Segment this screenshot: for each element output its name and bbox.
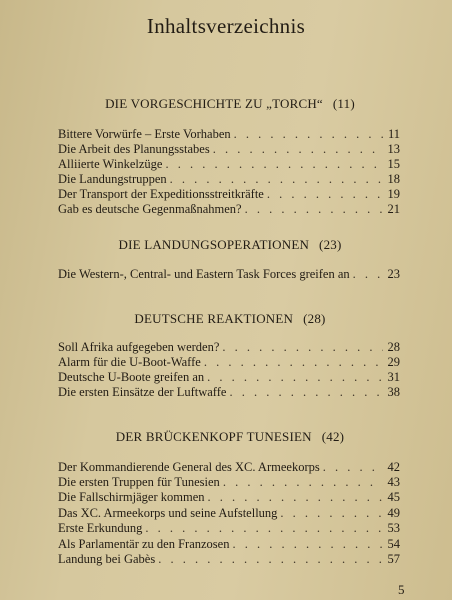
entry-label: Deutsche U-Boote greifen an (58, 370, 205, 384)
entry-label: Alliierte Winkelzüge (58, 157, 163, 171)
entry-page: 45 (387, 490, 400, 504)
toc-entry (58, 552, 400, 567)
dot-leader (353, 267, 383, 282)
toc-entry (58, 475, 400, 490)
dot-leader (234, 127, 383, 142)
toc-entry (58, 490, 400, 505)
entry-page: 49 (387, 506, 400, 520)
page-title: Inhaltsverzeichnis (146, 14, 306, 38)
entry-page: 18 (387, 172, 400, 186)
section-heading-brueckenkopf-tunesien (40, 429, 420, 445)
toc-entry (58, 202, 400, 217)
toc-entry (58, 142, 400, 157)
dot-leader (145, 521, 383, 536)
toc-entry (58, 187, 400, 202)
entry-page: 54 (387, 537, 400, 551)
dot-leader (207, 370, 383, 385)
dot-leader (170, 172, 383, 187)
toc-entry (58, 267, 400, 282)
toc-entry (58, 506, 400, 521)
page-number: 5 (398, 582, 405, 597)
entry-page: 43 (387, 475, 400, 489)
section-heading-vorgeschichte (40, 96, 420, 112)
dot-leader (280, 506, 383, 521)
dot-leader (158, 552, 383, 567)
section-title: DIE VORGESCHICHTE ZU „TORCH“ (105, 96, 323, 111)
entry-label: Die Fallschirmjäger kommen (58, 490, 205, 504)
entry-label: Die Western-, Central- und Eastern Task Forces greifen an (58, 267, 350, 281)
toc-entry (58, 340, 400, 355)
entry-page: 15 (387, 157, 400, 171)
toc-entry (58, 355, 400, 370)
entry-label: Alarm für die U-Boot-Waffe (58, 355, 201, 369)
entry-label: Die Landungstruppen (58, 172, 167, 186)
toc-entry (58, 370, 400, 385)
entry-page: 53 (387, 521, 400, 535)
toc-entry (58, 460, 400, 475)
entry-page: 29 (387, 355, 400, 369)
section-heading-deutsche-reaktionen (40, 311, 420, 327)
toc-entry (58, 521, 400, 536)
entry-label: Das XC. Armeekorps und seine Aufstellung (58, 506, 278, 520)
entry-page: 21 (387, 202, 400, 216)
entry-label: Als Parlamentär zu den Franzosen (58, 537, 230, 551)
section-title: DEUTSCHE REAKTIONEN (134, 311, 294, 326)
entry-label: Landung bei Gabès (58, 552, 156, 566)
entry-page: 57 (387, 552, 400, 566)
section-page: (23) (319, 237, 342, 252)
entry-label: Die ersten Einsätze der Luftwaffe (58, 385, 227, 399)
entry-page: 13 (387, 142, 400, 156)
entry-page: 42 (387, 460, 400, 474)
dot-leader (222, 340, 383, 355)
dot-leader (213, 142, 383, 157)
section-title: DER BRÜCKENKOPF TUNESIEN (115, 429, 312, 444)
section-title: DIE LANDUNGSOPERATIONEN (118, 237, 310, 252)
toc-entry (58, 127, 400, 142)
section-page: (28) (303, 311, 326, 326)
dot-leader (229, 385, 383, 400)
dot-leader (232, 537, 383, 552)
section-page: (11) (332, 96, 355, 111)
entry-page: 38 (387, 385, 400, 399)
toc-entry (58, 157, 400, 172)
section-heading-landungsoperationen (40, 237, 420, 253)
entry-label: Gab es deutsche Gegenmaßnahmen? (58, 202, 242, 216)
entry-label: Die Arbeit des Planungsstabes (58, 142, 210, 156)
toc-entry (58, 385, 400, 400)
entry-label: Erste Erkundung (58, 521, 143, 535)
entry-page: 19 (387, 187, 400, 201)
entry-label: Der Transport der Expeditionsstreitkräfte (58, 187, 264, 201)
entry-page: 11 (387, 127, 400, 141)
entry-label: Soll Afrika aufgegeben werden? (58, 340, 220, 354)
dot-leader (323, 460, 383, 475)
dot-leader (267, 187, 383, 202)
entry-page: 28 (387, 340, 400, 354)
entry-label: Der Kommandierende General des XC. Armeekorps (58, 460, 320, 474)
entry-label: Die ersten Truppen für Tunesien (58, 475, 220, 489)
toc-entry (58, 172, 400, 187)
dot-leader (208, 490, 384, 505)
dot-leader (165, 157, 383, 172)
entry-page: 23 (387, 267, 400, 281)
entry-page: 31 (387, 370, 400, 384)
dot-leader (204, 355, 383, 370)
entry-label: Bittere Vorwürfe – Erste Vorhaben (58, 127, 231, 141)
section-page: (42) (321, 429, 345, 444)
dot-leader (223, 475, 383, 490)
toc-entry (58, 537, 400, 552)
dot-leader (245, 202, 383, 217)
